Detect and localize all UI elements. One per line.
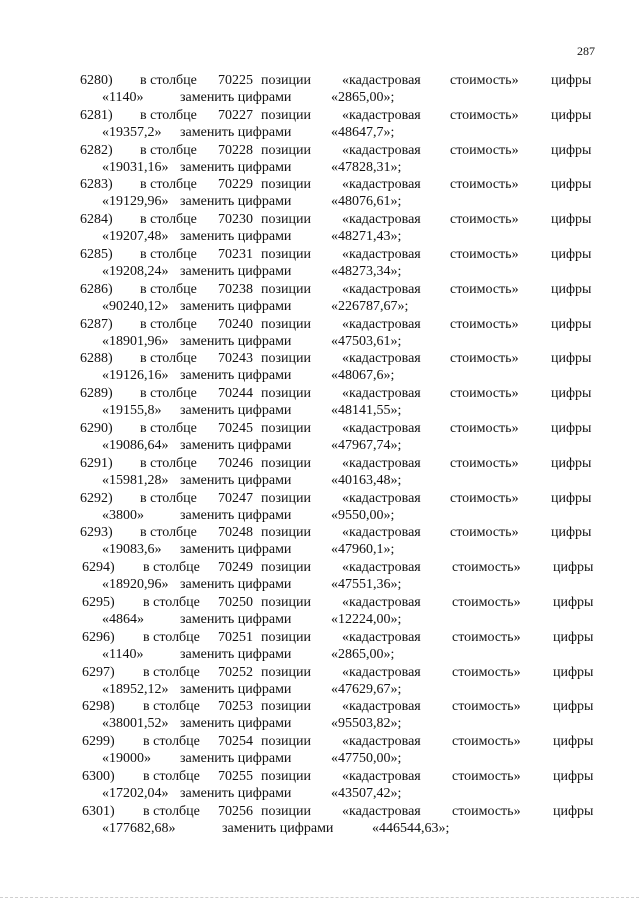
position-label: позиции — [261, 664, 311, 680]
new-value: «12224,00»; — [331, 611, 402, 627]
position-label: позиции — [261, 177, 311, 193]
entry-number: 6299) — [82, 734, 115, 750]
entry-first-line — [0, 281, 639, 299]
list-item — [0, 664, 639, 699]
old-value: «1140» — [102, 646, 144, 662]
position-label: позиции — [261, 142, 311, 158]
position-label: позиции — [261, 281, 311, 297]
figures-label: цифры — [553, 699, 594, 715]
entry-first-line — [0, 664, 639, 682]
entry-first-line — [0, 350, 639, 368]
cadastral-label: «кадастровая — [342, 594, 421, 610]
list-item — [0, 350, 639, 385]
new-value: «446544,63»; — [372, 820, 450, 836]
old-value: «18952,12» — [102, 681, 169, 697]
replace-label: заменить цифрами — [180, 90, 292, 105]
column-label: в столбце — [140, 107, 197, 123]
cost-label: стоимость» — [450, 107, 519, 123]
entry-number: 6296) — [82, 629, 115, 645]
figures-label: цифры — [553, 560, 594, 576]
entry-number: 6285) — [80, 246, 113, 262]
entry-second-line — [0, 298, 639, 316]
cadastral-label: «кадастровая — [342, 351, 421, 367]
column-label: в столбце — [140, 212, 197, 228]
cadastral-label: «кадастровая — [342, 316, 421, 332]
entry-first-line — [0, 420, 639, 438]
list-item — [0, 107, 639, 142]
figures-label: цифры — [551, 177, 592, 193]
new-value: «47551,36»; — [331, 577, 402, 593]
position-label: позиции — [261, 560, 311, 576]
entry-first-line — [0, 594, 639, 612]
old-value: «19155,8» — [102, 403, 162, 419]
replace-label: заменить цифрами — [180, 751, 292, 767]
figures-label: цифры — [551, 420, 592, 436]
new-value: «47503,61»; — [331, 333, 402, 349]
column-code: 70246 — [218, 455, 253, 471]
new-value: «47828,31»; — [331, 159, 402, 175]
old-value: «3800» — [102, 507, 144, 523]
list-item — [0, 524, 639, 559]
figures-label: цифры — [551, 386, 592, 402]
column-code: 70228 — [218, 142, 253, 158]
cost-label: стоимость» — [450, 386, 519, 402]
position-label: позиции — [261, 768, 311, 784]
old-value: «19357,2» — [102, 124, 162, 140]
entry-number: 6298) — [82, 699, 115, 715]
column-code: 70251 — [218, 629, 253, 645]
replace-label: заменить цифрами — [180, 403, 292, 419]
column-code: 70254 — [218, 734, 253, 750]
old-value: «90240,12» — [102, 298, 169, 314]
position-label: позиции — [261, 351, 311, 367]
cadastral-label: «кадастровая — [342, 768, 421, 784]
figures-label: цифры — [551, 107, 592, 123]
cost-label: стоимость» — [452, 594, 521, 610]
column-code: 70256 — [218, 803, 253, 819]
cadastral-label: «кадастровая — [342, 455, 421, 471]
entry-first-line — [0, 768, 639, 786]
position-label: позиции — [261, 246, 311, 262]
entry-second-line — [0, 681, 639, 699]
list-item — [0, 594, 639, 629]
cost-label: стоимость» — [450, 142, 519, 158]
cadastral-label: «кадастровая — [342, 734, 421, 750]
replace-label: заменить цифрами — [180, 194, 292, 210]
old-value: «15981,28» — [102, 472, 169, 488]
replace-label: заменить цифрами — [222, 820, 334, 836]
column-label: в столбце — [140, 455, 197, 471]
entry-number: 6300) — [82, 768, 115, 784]
column-code: 70245 — [218, 420, 253, 436]
figures-label: цифры — [553, 734, 594, 750]
replace-label: заменить цифрами — [180, 681, 292, 697]
cadastral-label: «кадастровая — [342, 699, 421, 715]
cost-label: стоимость» — [450, 490, 519, 506]
column-code: 70240 — [218, 316, 253, 332]
replace-label: заменить цифрами — [180, 472, 292, 488]
figures-label: цифры — [551, 490, 592, 506]
column-label: в столбце — [143, 699, 200, 715]
cost-label: стоимость» — [450, 177, 519, 193]
cost-label: стоимость» — [450, 316, 519, 332]
old-value: «19126,16» — [102, 368, 169, 384]
cadastral-label: «кадастровая — [342, 281, 421, 297]
replace-label: заменить цифрами — [180, 229, 292, 245]
list-item — [0, 559, 639, 594]
replace-label: заменить цифрами — [180, 159, 292, 175]
entry-second-line — [0, 541, 639, 559]
column-label: в столбце — [143, 768, 200, 784]
replace-label: заменить цифрами — [180, 124, 292, 140]
entry-number: 6283) — [80, 177, 113, 193]
column-label: в столбце — [140, 246, 197, 262]
entry-first-line — [0, 803, 639, 821]
new-value: «48076,61»; — [331, 194, 402, 210]
column-code: 70227 — [218, 107, 253, 123]
entry-second-line — [0, 576, 639, 594]
cost-label: стоимость» — [452, 699, 521, 715]
entry-second-line — [0, 820, 639, 838]
new-value: «48271,43»; — [331, 229, 402, 245]
replace-label: заменить цифрами — [180, 507, 292, 523]
column-label: в столбце — [140, 142, 197, 158]
old-value: «38001,52» — [102, 716, 169, 732]
column-code: 70247 — [218, 490, 253, 506]
list-item — [0, 176, 639, 211]
cost-label: стоимость» — [450, 420, 519, 436]
cadastral-label: «кадастровая — [342, 560, 421, 576]
cadastral-label: «кадастровая — [342, 629, 421, 645]
column-code: 70229 — [218, 177, 253, 193]
replace-label: заменить цифрами — [180, 298, 292, 314]
entry-second-line — [0, 228, 639, 246]
cost-label: стоимость» — [450, 246, 519, 262]
position-label: позиции — [261, 525, 311, 541]
old-value: «1140» — [102, 90, 144, 105]
column-label: в столбце — [140, 490, 197, 506]
column-label: в столбце — [143, 664, 200, 680]
entry-second-line — [0, 715, 639, 733]
position-label: позиции — [261, 107, 311, 123]
entry-first-line — [0, 385, 639, 403]
old-value: «4864» — [102, 611, 144, 627]
entry-second-line — [0, 402, 639, 420]
replace-label: заменить цифрами — [180, 611, 292, 627]
entry-number: 6287) — [80, 316, 113, 332]
position-label: позиции — [261, 73, 311, 88]
entry-first-line — [0, 629, 639, 647]
cost-label: стоимость» — [452, 803, 521, 819]
entry-first-line — [0, 559, 639, 577]
column-code: 70255 — [218, 768, 253, 784]
column-code: 70253 — [218, 699, 253, 715]
column-label: в столбце — [143, 594, 200, 610]
column-label: в столбце — [140, 281, 197, 297]
cost-label: стоимость» — [452, 629, 521, 645]
old-value: «19086,64» — [102, 437, 169, 453]
position-label: позиции — [261, 629, 311, 645]
entry-number: 6280) — [80, 73, 113, 88]
entry-first-line — [0, 211, 639, 229]
entry-second-line — [0, 193, 639, 211]
cadastral-label: «кадастровая — [342, 246, 421, 262]
figures-label: цифры — [551, 525, 592, 541]
figures-label: цифры — [553, 664, 594, 680]
figures-label: цифры — [551, 73, 592, 88]
entry-number: 6281) — [80, 107, 113, 123]
column-label: в столбце — [143, 629, 200, 645]
list-item — [0, 211, 639, 246]
entry-number: 6301) — [82, 803, 115, 819]
column-label: в столбце — [140, 177, 197, 193]
new-value: «40163,48»; — [331, 472, 402, 488]
figures-label: цифры — [553, 803, 594, 819]
old-value: «17202,04» — [102, 785, 169, 801]
old-value: «18920,96» — [102, 577, 169, 593]
list-item — [0, 142, 639, 177]
entry-number: 6292) — [80, 490, 113, 506]
cadastral-label: «кадастровая — [342, 142, 421, 158]
entry-second-line — [0, 785, 639, 803]
new-value: «47629,67»; — [331, 681, 402, 697]
replace-label: заменить цифрами — [180, 333, 292, 349]
figures-label: цифры — [551, 246, 592, 262]
entry-number: 6295) — [82, 594, 115, 610]
column-label: в столбце — [143, 560, 200, 576]
replace-label: заменить цифрами — [180, 542, 292, 558]
cost-label: стоимость» — [450, 212, 519, 228]
cadastral-label: «кадастровая — [342, 212, 421, 228]
new-value: «48141,55»; — [331, 403, 402, 419]
column-label: в столбце — [143, 734, 200, 750]
entry-number: 6291) — [80, 455, 113, 471]
position-label: позиции — [261, 316, 311, 332]
column-code: 70252 — [218, 664, 253, 680]
list-item — [0, 698, 639, 733]
entry-first-line — [0, 142, 639, 160]
column-code: 70230 — [218, 212, 253, 228]
figures-label: цифры — [553, 594, 594, 610]
old-value: «19207,48» — [102, 229, 169, 245]
entry-second-line — [0, 437, 639, 455]
entry-second-line — [0, 611, 639, 629]
column-code: 70238 — [218, 281, 253, 297]
position-label: позиции — [261, 490, 311, 506]
list-item — [0, 246, 639, 281]
column-code: 70243 — [218, 351, 253, 367]
entry-second-line — [0, 472, 639, 490]
new-value: «48647,7»; — [331, 124, 395, 140]
entry-first-line — [0, 176, 639, 194]
list-item — [0, 72, 639, 107]
replace-label: заменить цифрами — [180, 716, 292, 732]
figures-label: цифры — [551, 455, 592, 471]
old-value: «19208,24» — [102, 263, 169, 279]
position-label: позиции — [261, 386, 311, 402]
entry-second-line — [0, 124, 639, 142]
column-label: в столбце — [140, 316, 197, 332]
position-label: позиции — [261, 420, 311, 436]
new-value: «48067,6»; — [331, 368, 395, 384]
column-code: 70248 — [218, 525, 253, 541]
figures-label: цифры — [551, 351, 592, 367]
replace-label: заменить цифрами — [180, 646, 292, 662]
column-code: 70249 — [218, 560, 253, 576]
position-label: позиции — [261, 734, 311, 750]
list-item — [0, 281, 639, 316]
cadastral-label: «кадастровая — [342, 803, 421, 819]
new-value: «47960,1»; — [331, 542, 395, 558]
entry-second-line — [0, 750, 639, 768]
figures-label: цифры — [551, 142, 592, 158]
entry-first-line — [0, 316, 639, 334]
position-label: позиции — [261, 455, 311, 471]
list-item — [0, 420, 639, 455]
column-code: 70244 — [218, 386, 253, 402]
figures-label: цифры — [553, 629, 594, 645]
figures-label: цифры — [553, 768, 594, 784]
entry-first-line — [0, 72, 639, 90]
old-value: «19031,16» — [102, 159, 169, 175]
new-value: «47750,00»; — [331, 751, 402, 767]
new-value: «226787,67»; — [331, 298, 409, 314]
replace-label: заменить цифрами — [180, 437, 292, 453]
column-label: в столбце — [140, 73, 197, 88]
new-value: «48273,34»; — [331, 263, 402, 279]
cost-label: стоимость» — [450, 525, 519, 541]
figures-label: цифры — [551, 212, 592, 228]
entry-number: 6293) — [80, 525, 113, 541]
entry-first-line — [0, 107, 639, 125]
replace-label: заменить цифрами — [180, 368, 292, 384]
entry-second-line — [0, 367, 639, 385]
entry-first-line — [0, 733, 639, 751]
entry-first-line — [0, 698, 639, 716]
new-value: «2865,00»; — [331, 646, 395, 662]
cadastral-label: «кадастровая — [342, 525, 421, 541]
entry-first-line — [0, 455, 639, 473]
list-item — [0, 733, 639, 768]
old-value: «19129,96» — [102, 194, 169, 210]
cost-label: стоимость» — [452, 560, 521, 576]
list-item — [0, 490, 639, 525]
figures-label: цифры — [551, 316, 592, 332]
old-value: «19000» — [102, 751, 151, 767]
entry-number: 6284) — [80, 212, 113, 228]
page-number: 287 — [577, 44, 595, 58]
entry-number: 6286) — [80, 281, 113, 297]
list-item — [0, 385, 639, 420]
cost-label: стоимость» — [452, 664, 521, 680]
replace-label: заменить цифрами — [180, 263, 292, 279]
list-item — [0, 455, 639, 490]
entry-second-line — [0, 159, 639, 177]
cost-label: стоимость» — [450, 351, 519, 367]
list-item — [0, 629, 639, 664]
entry-second-line — [0, 89, 639, 107]
position-label: позиции — [261, 699, 311, 715]
figures-label: цифры — [551, 281, 592, 297]
entry-first-line — [0, 490, 639, 508]
entry-second-line — [0, 333, 639, 351]
new-value: «2865,00»; — [331, 90, 395, 105]
position-label: позиции — [261, 803, 311, 819]
new-value: «47967,74»; — [331, 437, 402, 453]
replace-label: заменить цифрами — [180, 577, 292, 593]
old-value: «177682,68» — [102, 820, 176, 836]
cadastral-label: «кадастровая — [342, 420, 421, 436]
cost-label: стоимость» — [452, 734, 521, 750]
old-value: «19083,6» — [102, 542, 162, 558]
column-code: 70250 — [218, 594, 253, 610]
list-item — [0, 803, 639, 838]
entry-second-line — [0, 263, 639, 281]
list-item — [0, 768, 639, 803]
replace-label: заменить цифрами — [180, 785, 292, 801]
cost-label: стоимость» — [450, 281, 519, 297]
list-item — [0, 316, 639, 351]
entry-number: 6294) — [82, 560, 115, 576]
new-value: «95503,82»; — [331, 716, 402, 732]
cadastral-label: «кадастровая — [342, 107, 421, 123]
entry-number: 6289) — [80, 386, 113, 402]
column-label: в столбце — [140, 386, 197, 402]
entry-second-line — [0, 507, 639, 525]
cadastral-label: «кадастровая — [342, 490, 421, 506]
new-value: «43507,42»; — [331, 785, 402, 801]
old-value: «18901,96» — [102, 333, 169, 349]
entry-number: 6290) — [80, 420, 113, 436]
entry-number: 6288) — [80, 351, 113, 367]
position-label: позиции — [261, 212, 311, 228]
scan-edge — [0, 897, 639, 899]
cadastral-label: «кадастровая — [342, 386, 421, 402]
cost-label: стоимость» — [450, 455, 519, 471]
cost-label: стоимость» — [452, 768, 521, 784]
cadastral-label: «кадастровая — [342, 73, 421, 88]
entry-first-line — [0, 524, 639, 542]
column-label: в столбце — [143, 803, 200, 819]
column-label: в столбце — [140, 420, 197, 436]
column-label: в столбце — [140, 351, 197, 367]
column-label: в столбце — [140, 525, 197, 541]
entry-second-line — [0, 646, 639, 664]
cadastral-label: «кадастровая — [342, 664, 421, 680]
entry-number: 6282) — [80, 142, 113, 158]
cost-label: стоимость» — [450, 73, 519, 88]
column-code: 70225 — [218, 73, 253, 88]
entry-first-line — [0, 246, 639, 264]
position-label: позиции — [261, 594, 311, 610]
entry-number: 6297) — [82, 664, 115, 680]
amendment-list — [0, 72, 639, 838]
column-code: 70231 — [218, 246, 253, 262]
new-value: «9550,00»; — [331, 507, 395, 523]
cadastral-label: «кадастровая — [342, 177, 421, 193]
